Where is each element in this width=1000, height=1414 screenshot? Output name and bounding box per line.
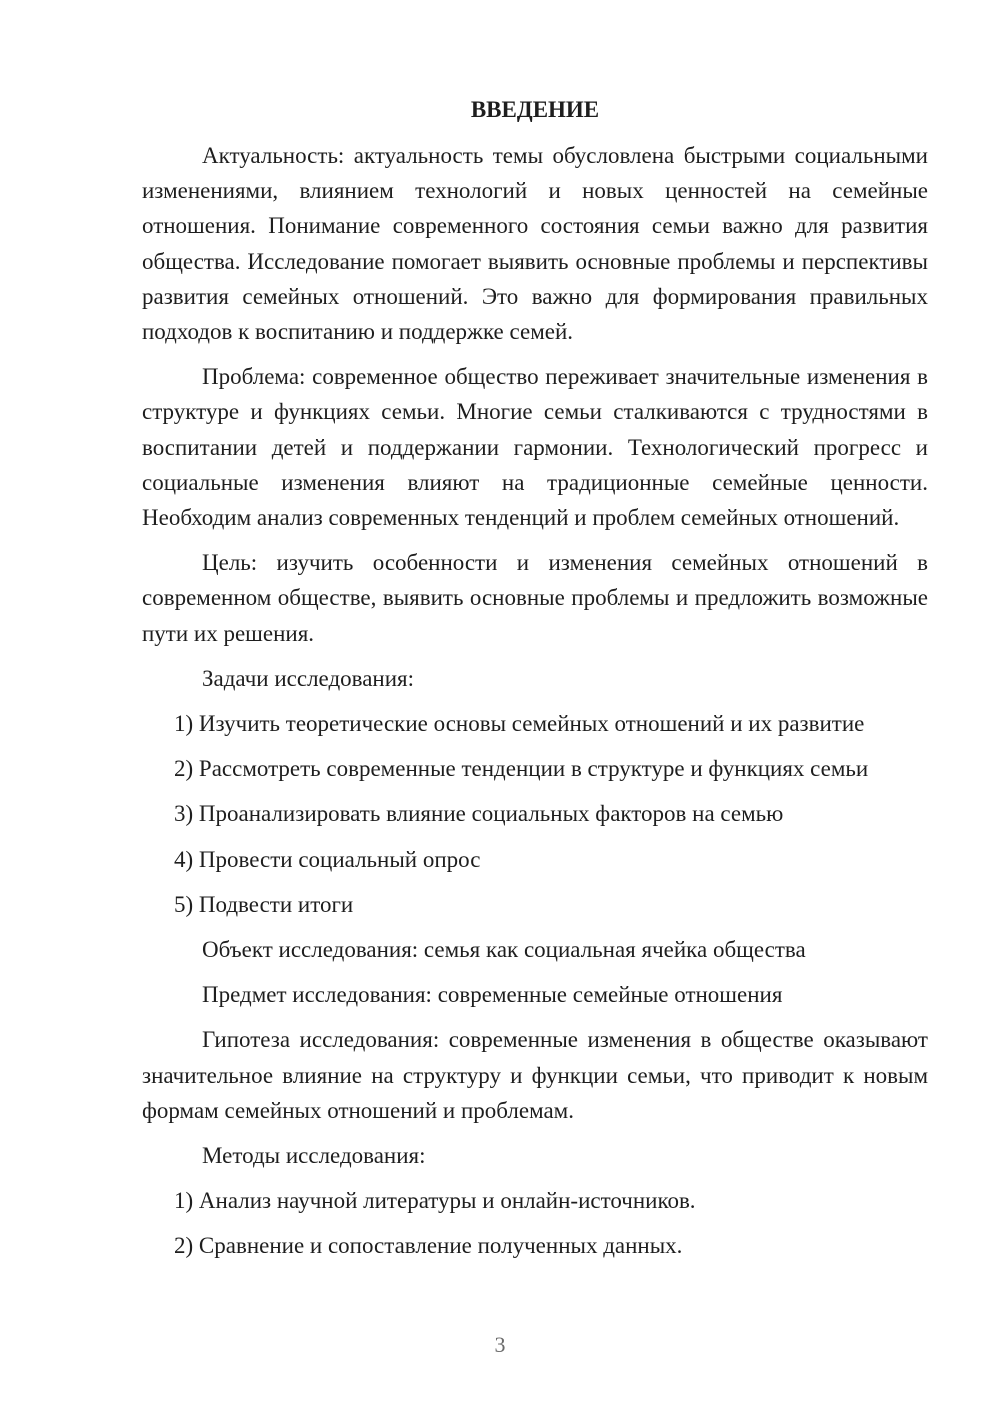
task-item: 3) Проанализировать влияние социальных факторов на семью: [174, 801, 784, 827]
method-item: 2) Сравнение и сопоставление полученных данных.: [174, 1233, 683, 1259]
page-number: 3: [494, 1332, 506, 1357]
section-title: ВВЕДЕНИЕ: [470, 97, 600, 122]
task-item: 2) Рассмотреть современные тенденции в структуре и функциях семьи: [174, 756, 869, 782]
task-item: 1) Изучить теоретические основы семейных отношений и их развитие: [174, 711, 865, 737]
research-subject: Предмет исследования: современные семейные отношения: [202, 982, 783, 1008]
page-content: [142, 94, 928, 1274]
problem-paragraph: Проблема: современное общество переживает значительные изменения в структуре и функциях семьи. Многие семьи сталкиваются с трудностями в воспитании детей и поддержании гармонии. Технологический прогресс и социальные изменения влияют на традиционные семейные ценности. Необходим анализ современных тенденций и проблем семейных отношений.: [142, 364, 928, 531]
tasks-list: [142, 706, 928, 922]
methods-list: [142, 1183, 928, 1263]
task-item: 4) Провести социальный опрос: [174, 846, 481, 872]
research-object: Объект исследования: семья как социальная ячейка общества: [202, 937, 806, 963]
hypothesis-paragraph: Гипотеза исследования: современные изменения в обществе оказывают значительное влияние на структуру и функции семьи, что приводит к новым формам семейных отношений и проблемам.: [142, 1027, 928, 1123]
methods-heading: Методы исследования:: [202, 1143, 426, 1169]
goal-paragraph: Цель: изучить особенности и изменения семейных отношений в современном обществе, выявить основные проблемы и предложить возможные пути их решения.: [142, 550, 928, 646]
relevance-paragraph: Актуальность: актуальность темы обусловлена быстрыми социальными изменениями, влиянием технологий и новых ценностей на семейные отношения. Понимание современного состояния семьи важно для развития общества. Исследование помогает выявить основные проблемы и перспективы развития семейных отношений. Это важно для формирования правильных подходов к воспитанию и поддержке семей.: [142, 143, 928, 345]
task-item: 5) Подвести итоги: [174, 891, 354, 917]
method-item: 1) Анализ научной литературы и онлайн-источников.: [174, 1188, 696, 1214]
tasks-heading: Задачи исследования:: [202, 665, 415, 691]
